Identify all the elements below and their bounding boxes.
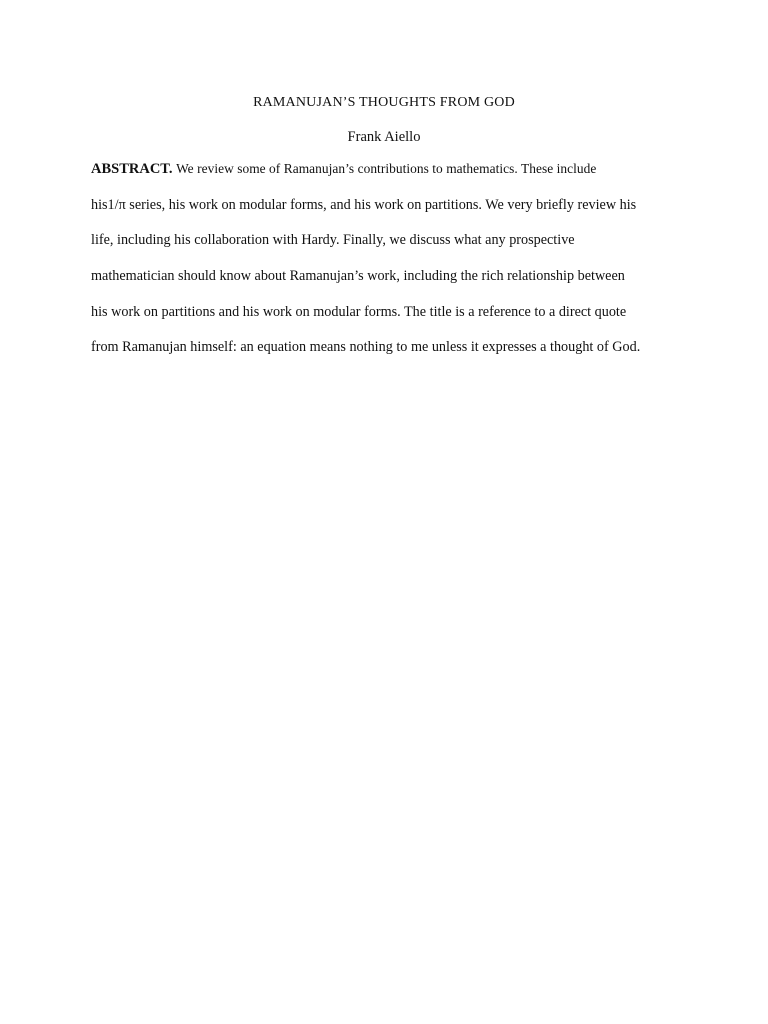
abstract-line: his1/π series, his work on modular forms, and his work on partitions. We very briefly review his	[91, 196, 637, 213]
abstract-line: mathematician should know about Ramanujan’s work, including the rich relationship between	[91, 268, 625, 285]
abstract-line: life, including his collaboration with Hardy. Finally, we discuss what any prospective	[91, 232, 575, 249]
abstract-line: from Ramanujan himself: an equation means nothing to me unless it expresses a thought of God.	[91, 339, 641, 356]
abstract-label: ABSTRACT.	[91, 161, 173, 177]
paper-title: RAMANUJAN’S THOUGHTS FROM GOD	[253, 95, 515, 110]
abstract-line	[91, 160, 691, 196]
abstract-line: his work on partitions and his work on modular forms. The title is a reference to a direct quote	[91, 303, 627, 320]
paper-author: Frank Aiello	[347, 129, 421, 145]
abstract-paragraph	[91, 160, 691, 374]
abstract-line-text: We review some of Ramanujan’s contributions to mathematics. These include	[176, 161, 597, 176]
